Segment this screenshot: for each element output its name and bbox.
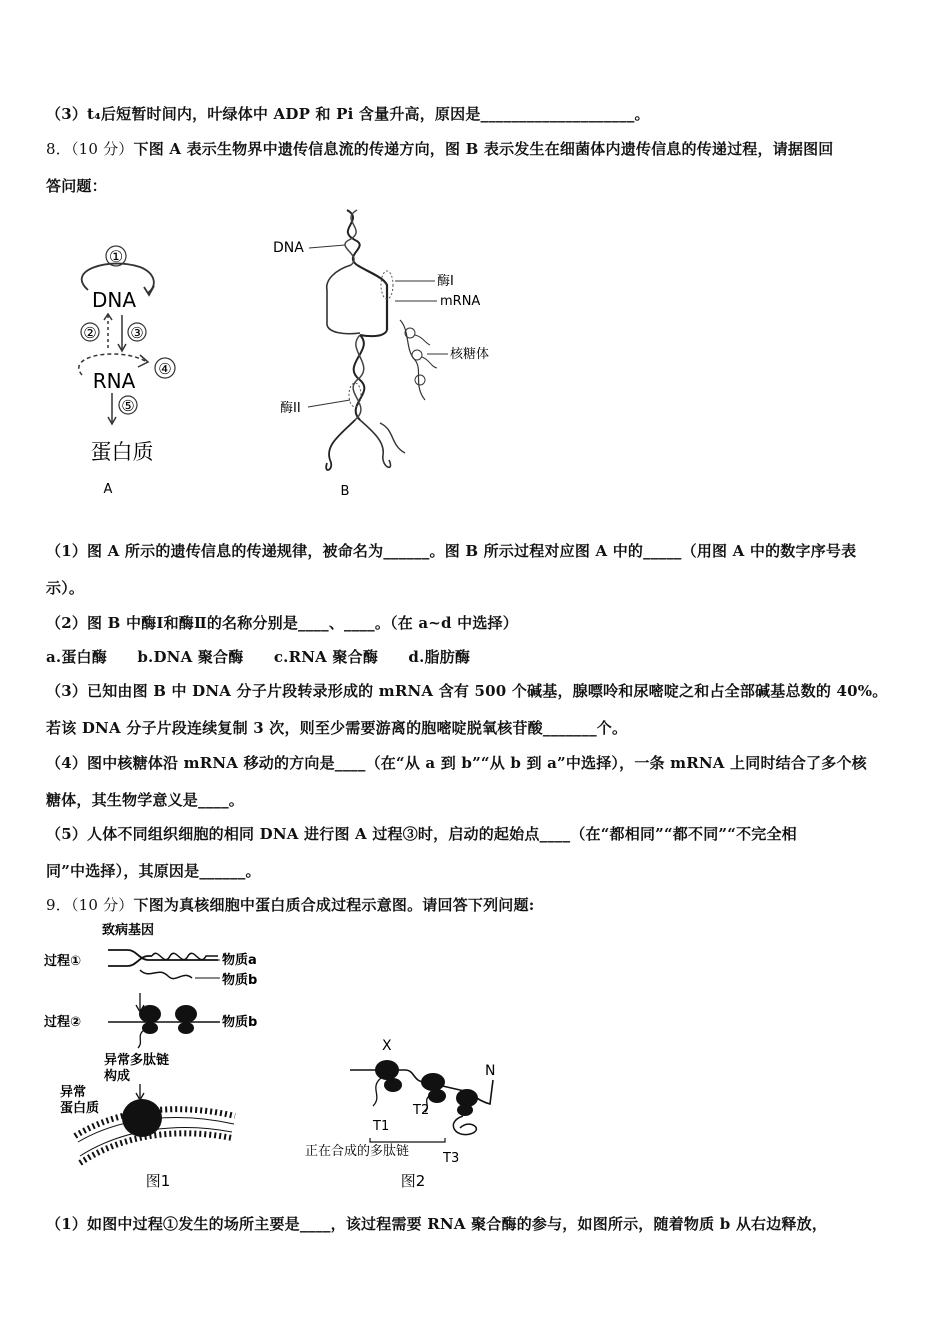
- fig1-material-b1: 物质b: [222, 973, 258, 988]
- q8-header: [46, 138, 834, 159]
- fig-b-label: B: [340, 484, 350, 499]
- fig-a-dna: DNA: [91, 288, 137, 312]
- fig2-label: 图2: [400, 1172, 426, 1190]
- fig-a-protein: 蛋白质: [90, 440, 154, 464]
- figure-b: [265, 205, 515, 505]
- fig1-process1: 过程①: [44, 954, 82, 969]
- fig2-t3: T3: [443, 1151, 460, 1166]
- q8-intro: 下图 A 表示生物界中遗传信息流的传递方向，图 B 表示发生在细菌体内遗传信息的传递过程，请据图回: [133, 140, 834, 158]
- fig1-abnormal-chain: 异常多肽链: [104, 1053, 170, 1068]
- fig2-t1: T1: [373, 1119, 390, 1134]
- fig-a-circle-4: ④: [158, 360, 172, 378]
- q8-number: 8．（10 分）: [46, 140, 134, 158]
- q9-header: [46, 894, 534, 915]
- q8-4-line-b: 糖体，其生物学意义是____。: [46, 791, 245, 809]
- q7-3-line: （3）t₄后短暂时间内，叶绿体中 ADP 和 Pi 含量升高，原因是____________________。: [46, 105, 650, 123]
- q8-options: a.蛋白酶 b.DNA 聚合酶 c.RNA 聚合酶 d.脂肪酶: [46, 648, 471, 666]
- fig-b-enzyme1-label: 酶I: [437, 274, 454, 289]
- fig1-process2: 过程②: [44, 1015, 82, 1030]
- fig1-protein: 蛋白质: [60, 1101, 100, 1116]
- q9-intro: 下图为真核细胞中蛋白质合成过程示意图。请回答下列问题:: [133, 896, 535, 914]
- q9-1-line: （1）如图中过程①发生的场所主要是____，该过程需要 RNA 聚合酶的参与，如图所示，随着物质 b 从右边释放，: [46, 1215, 828, 1233]
- fig1-constitutes: 构成: [104, 1069, 131, 1084]
- fig-b-mrna-label: mRNA: [440, 294, 481, 309]
- fig-b-dna-label: DNA: [273, 240, 304, 256]
- q8-1-line-b: 示）。: [46, 579, 85, 597]
- fig-a-circle-3: ③: [130, 324, 144, 342]
- fig-a-label: A: [103, 482, 113, 497]
- fig-b-ribosome-label: 核糖体: [450, 347, 490, 362]
- q8-2-line: （2）图 B 中酶Ⅰ和酶Ⅱ的名称分别是____、____。（在 a~d 中选择）: [46, 614, 518, 632]
- fig-a-rna: RNA: [92, 369, 136, 393]
- figure-2: [295, 1030, 515, 1195]
- fig-a-circle-2: ②: [83, 324, 97, 342]
- q8-5-line-b: 同”中选择），其原因是______。: [46, 862, 261, 880]
- fig1-material-a: 物质a: [222, 953, 257, 968]
- fig1-gene-label: 致病基因: [102, 923, 155, 938]
- fig2-x: X: [382, 1038, 392, 1054]
- q8-3-line-b: 若该 DNA 分子片段连续复制 3 次，则至少需要游离的胞嘧啶脱氧核苷酸_______个。: [46, 719, 628, 737]
- fig-b-enzyme2-label: 酶II: [280, 401, 301, 416]
- fig1-material-b2: 物质b: [222, 1015, 258, 1030]
- q9-number: 9．（10 分）: [46, 896, 134, 914]
- fig2-chain-label: 正在合成的多肽链: [305, 1144, 410, 1159]
- fig1-abnormal: 异常: [60, 1085, 87, 1100]
- fig2-n: N: [485, 1063, 496, 1079]
- q8-4-line-a: （4）图中核糖体沿 mRNA 移动的方向是____（在“从 a 到 b”“从 b 到 a”中选择），一条 mRNA 上同时结合了多个核: [46, 754, 867, 772]
- fig-a-circle-5: ⑤: [121, 397, 135, 415]
- q8-1-line-a: （1）图 A 所示的遗传信息的传递规律，被命名为______。图 B 所示过程对应图 A 中的_____（用图 A 中的数字序号表: [46, 542, 857, 560]
- figure-1: [40, 918, 280, 1193]
- q8-5-line-a: （5）人体不同组织细胞的相同 DNA 进行图 A 过程③时，启动的起始点____（在“都相同”“都不同”“不完全相: [46, 825, 797, 843]
- q8-intro-cont: 答问题：: [46, 177, 107, 195]
- fig-a-circle-1: ①: [108, 247, 124, 266]
- figure-a: [60, 235, 190, 500]
- q8-3-line-a: （3）已知由图 B 中 DNA 分子片段转录形成的 mRNA 含有 500 个碱基，腺嘌呤和尿嘧啶之和占全部碱基总数的 40%。: [46, 682, 888, 700]
- fig2-t2: T2: [413, 1103, 430, 1118]
- fig1-label: 图1: [145, 1172, 171, 1190]
